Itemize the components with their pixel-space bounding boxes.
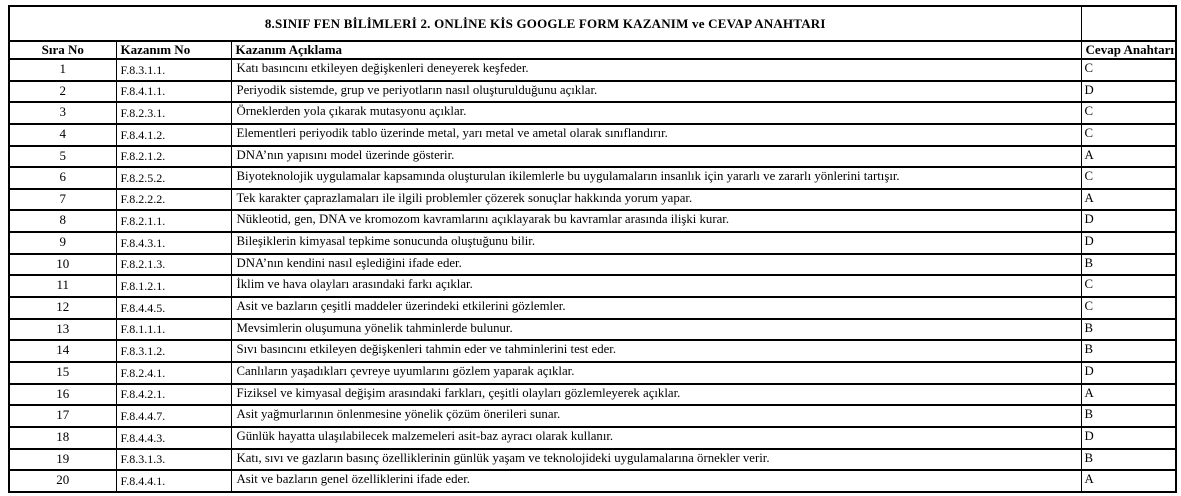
sira-no-cell: 19	[9, 449, 116, 471]
sira-no-cell: 4	[9, 124, 116, 146]
kazanim-aciklama-cell: DNA’nın kendini nasıl eşlediğini ifade eder.	[231, 254, 1081, 276]
sira-no-cell: 2	[9, 81, 116, 103]
sira-no-cell: 17	[9, 405, 116, 427]
kazanim-aciklama-cell: Asit ve bazların çeşitli maddeler üzerindeki etkilerini gözlemler.	[231, 297, 1081, 319]
kazanim-no-cell: F.8.2.4.1.	[116, 362, 231, 384]
sira-no-cell: 16	[9, 384, 116, 406]
sira-no-cell: 6	[9, 167, 116, 189]
table-row	[9, 124, 1176, 146]
table-row	[9, 59, 1176, 81]
table-row	[9, 449, 1176, 471]
table-row	[9, 275, 1176, 297]
cevap-anahtari-cell: B	[1081, 449, 1176, 471]
column-header-kazanim-aciklama: Kazanım Açıklama	[231, 41, 1081, 59]
table-row	[9, 470, 1176, 492]
sira-no-cell: 7	[9, 189, 116, 211]
cevap-anahtari-cell: B	[1081, 405, 1176, 427]
kazanim-no-cell: F.8.2.2.2.	[116, 189, 231, 211]
table-row	[9, 102, 1176, 124]
cevap-anahtari-cell: C	[1081, 59, 1176, 81]
cevap-anahtari-cell: A	[1081, 470, 1176, 492]
kazanim-no-cell: F.8.3.1.2.	[116, 340, 231, 362]
kazanim-no-cell: F.8.2.1.3.	[116, 254, 231, 276]
sira-no-cell: 3	[9, 102, 116, 124]
sira-no-cell: 1	[9, 59, 116, 81]
column-header-row	[9, 41, 1176, 59]
kazanim-aciklama-cell: Fiziksel ve kimyasal değişim arasındaki farkları, çeşitli olayları gözlemleyerek açıklar.	[231, 384, 1081, 406]
kazanim-no-cell: F.8.3.1.3.	[116, 449, 231, 471]
cevap-anahtari-cell: C	[1081, 297, 1176, 319]
table-row	[9, 384, 1176, 406]
cevap-anahtari-cell: B	[1081, 319, 1176, 341]
sira-no-cell: 14	[9, 340, 116, 362]
cevap-anahtari-cell: D	[1081, 427, 1176, 449]
kazanim-no-cell: F.8.4.2.1.	[116, 384, 231, 406]
kazanim-no-cell: F.8.4.1.1.	[116, 81, 231, 103]
kazanim-aciklama-cell: Periyodik sistemde, grup ve periyotların nasıl oluşturulduğunu açıklar.	[231, 81, 1081, 103]
kazanim-aciklama-cell: Asit yağmurlarının önlenmesine yönelik çözüm önerileri sunar.	[231, 405, 1081, 427]
kazanim-no-cell: F.8.2.3.1.	[116, 102, 231, 124]
kazanim-no-cell: F.8.4.3.1.	[116, 232, 231, 254]
answer-key-table	[8, 5, 1177, 493]
cevap-anahtari-cell: D	[1081, 232, 1176, 254]
cevap-anahtari-cell: A	[1081, 384, 1176, 406]
table-row	[9, 232, 1176, 254]
cevap-anahtari-cell: D	[1081, 362, 1176, 384]
sira-no-cell: 13	[9, 319, 116, 341]
table-body	[9, 59, 1176, 492]
kazanim-aciklama-cell: Canlıların yaşadıkları çevreye uyumlarını gözlem yaparak açıklar.	[231, 362, 1081, 384]
cevap-anahtari-cell: A	[1081, 189, 1176, 211]
sira-no-cell: 20	[9, 470, 116, 492]
cevap-anahtari-cell: D	[1081, 210, 1176, 232]
sira-no-cell: 12	[9, 297, 116, 319]
kazanim-aciklama-cell: Katı basıncını etkileyen değişkenleri deneyerek keşfeder.	[231, 59, 1081, 81]
cevap-anahtari-cell: C	[1081, 167, 1176, 189]
kazanim-aciklama-cell: Sıvı basıncını etkileyen değişkenleri tahmin eder ve tahminlerini test eder.	[231, 340, 1081, 362]
table-row	[9, 319, 1176, 341]
kazanim-no-cell: F.8.4.4.7.	[116, 405, 231, 427]
kazanim-no-cell: F.8.4.4.3.	[116, 427, 231, 449]
cevap-anahtari-cell: D	[1081, 81, 1176, 103]
table-row	[9, 427, 1176, 449]
sira-no-cell: 8	[9, 210, 116, 232]
kazanim-aciklama-cell: Katı, sıvı ve gazların basınç özelliklerinin günlük yaşam ve teknolojideki uygulamalarına örnekler verir.	[231, 449, 1081, 471]
title-row-empty-cell	[1081, 6, 1176, 41]
sira-no-cell: 15	[9, 362, 116, 384]
kazanim-aciklama-cell: Bileşiklerin kimyasal tepkime sonucunda oluştuğunu bilir.	[231, 232, 1081, 254]
column-header-sira-no: Sıra No	[9, 41, 116, 59]
page-title: 8.SINIF FEN BİLİMLERİ 2. ONLİNE KİS GOOGLE FORM KAZANIM ve CEVAP ANAHTARI	[9, 6, 1081, 41]
cevap-anahtari-cell: C	[1081, 275, 1176, 297]
kazanim-no-cell: F.8.2.1.2.	[116, 146, 231, 168]
kazanim-aciklama-cell: İklim ve hava olayları arasındaki farkı açıklar.	[231, 275, 1081, 297]
kazanim-no-cell: F.8.3.1.1.	[116, 59, 231, 81]
kazanim-no-cell: F.8.2.1.1.	[116, 210, 231, 232]
table-row	[9, 340, 1176, 362]
sira-no-cell: 10	[9, 254, 116, 276]
kazanim-aciklama-cell: Asit ve bazların genel özelliklerini ifade eder.	[231, 470, 1081, 492]
table-row	[9, 167, 1176, 189]
kazanim-aciklama-cell: Nükleotid, gen, DNA ve kromozom kavramlarını açıklayarak bu kavramlar arasında ilişki kurar.	[231, 210, 1081, 232]
sira-no-cell: 11	[9, 275, 116, 297]
kazanim-aciklama-cell: DNA’nın yapısını model üzerinde gösterir.	[231, 146, 1081, 168]
sira-no-cell: 18	[9, 427, 116, 449]
kazanim-aciklama-cell: Günlük hayatta ulaşılabilecek malzemeleri asit-baz ayracı olarak kullanır.	[231, 427, 1081, 449]
kazanim-no-cell: F.8.2.5.2.	[116, 167, 231, 189]
cevap-anahtari-cell: C	[1081, 124, 1176, 146]
document-sheet	[8, 5, 1177, 493]
table-row	[9, 189, 1176, 211]
kazanim-no-cell: F.8.1.1.1.	[116, 319, 231, 341]
kazanim-aciklama-cell: Örneklerden yola çıkarak mutasyonu açıklar.	[231, 102, 1081, 124]
kazanim-aciklama-cell: Biyoteknolojik uygulamalar kapsamında oluşturulan ikilemlerle bu uygulamaların insanlık için yararlı ve zararlı yönlerini tartışır.	[231, 167, 1081, 189]
kazanim-no-cell: F.8.4.4.1.	[116, 470, 231, 492]
sira-no-cell: 5	[9, 146, 116, 168]
kazanim-aciklama-cell: Mevsimlerin oluşumuna yönelik tahminlerde bulunur.	[231, 319, 1081, 341]
table-row	[9, 405, 1176, 427]
cevap-anahtari-cell: B	[1081, 254, 1176, 276]
cevap-anahtari-cell: B	[1081, 340, 1176, 362]
cevap-anahtari-cell: C	[1081, 102, 1176, 124]
table-row	[9, 210, 1176, 232]
table-row	[9, 81, 1176, 103]
kazanim-no-cell: F.8.4.1.2.	[116, 124, 231, 146]
table-row	[9, 297, 1176, 319]
table-row	[9, 362, 1176, 384]
title-row	[9, 6, 1176, 41]
sira-no-cell: 9	[9, 232, 116, 254]
table-head	[9, 6, 1176, 59]
column-header-kazanim-no: Kazanım No	[116, 41, 231, 59]
cevap-anahtari-cell: A	[1081, 146, 1176, 168]
table-row	[9, 254, 1176, 276]
column-header-cevap-anahtari: Cevap Anahtarı	[1081, 41, 1176, 59]
table-row	[9, 146, 1176, 168]
kazanim-aciklama-cell: Elementleri periyodik tablo üzerinde metal, yarı metal ve ametal olarak sınıflandırır.	[231, 124, 1081, 146]
kazanim-no-cell: F.8.4.4.5.	[116, 297, 231, 319]
kazanim-aciklama-cell: Tek karakter çaprazlamaları ile ilgili problemler çözerek sonuçlar hakkında yorum yapar.	[231, 189, 1081, 211]
kazanim-no-cell: F.8.1.2.1.	[116, 275, 231, 297]
